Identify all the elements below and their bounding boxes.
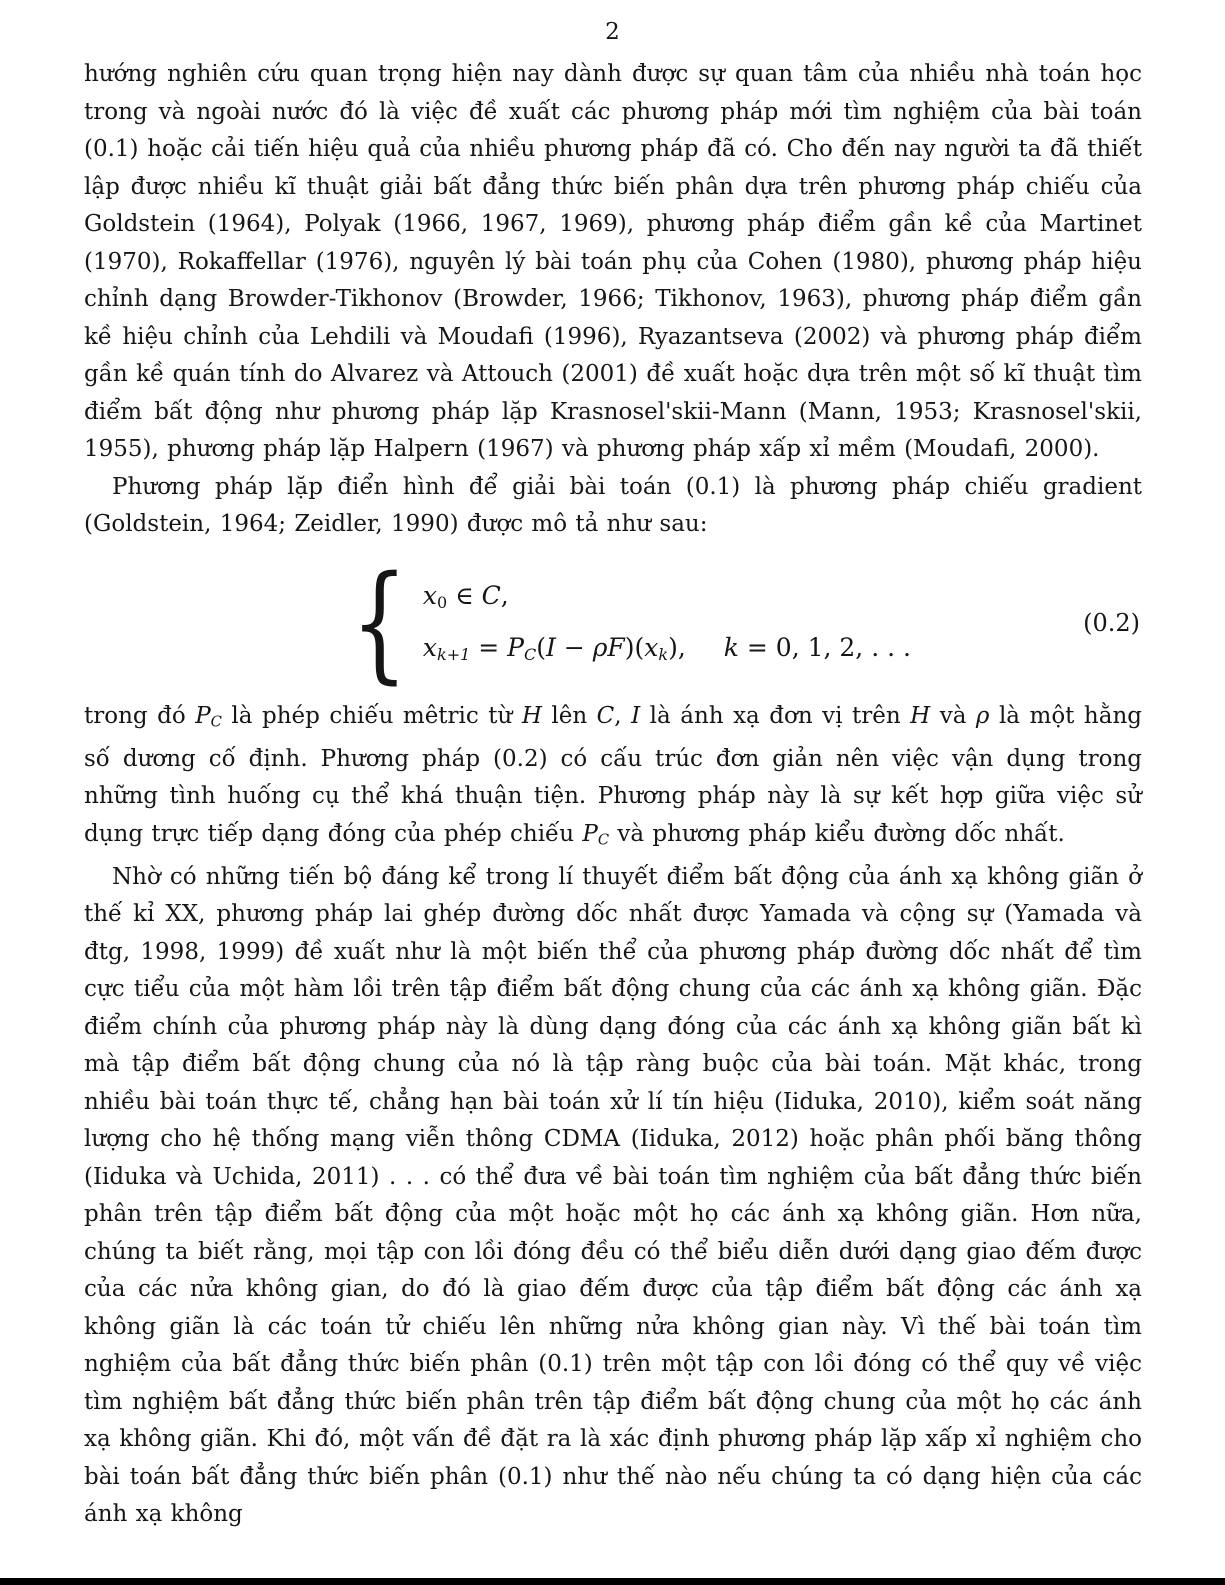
window-edge-bar <box>0 1578 1225 1585</box>
equation-number: (0.2) <box>1083 608 1140 637</box>
equation-lines <box>423 581 911 664</box>
equation-block <box>84 549 1142 696</box>
paragraph-3: trong đó PC là phép chiếu mêtric từ H lên C, I là ánh xạ đơn vị trên H và ρ là một hằng số dương cố định. Phương pháp (0.2) có cấu trúc đơn giản nên việc vận dụng trong những tình huống cụ thể khá thuận tiện. Phương pháp này là sự kết hợp giữa việc sử dụng trực tiếp dạng đóng của phép chiếu PC và phương pháp kiểu đường dốc nhất. <box>84 702 1142 849</box>
equation-line-1: x0 ∈ C, <box>422 581 509 612</box>
paragraph-2: Phương pháp lặp điển hình để giải bài toán (0.1) là phương pháp chiếu gradient (Goldstein, 1964; Zeidler, 1990) được mô tả như sau: <box>84 473 1142 537</box>
paragraph-1: hướng nghiên cứu quan trọng hiện nay dành được sự quan tâm của nhiều nhà toán học trong và ngoài nước đó là việc đề xuất các phương pháp mới tìm nghiệm của bài toán (0.1) hoặc cải tiến hiệu quả của nhiều phương pháp đã có. Cho đến nay người ta đã thiết lập được nhiều kĩ thuật giải bất đẳng thức biến phân dựa trên phương pháp chiếu của Goldstein (1964), Polyak (1966, 1967, 1969), phương pháp điểm gần kề của Martinet (1970), Rokaffellar (1976), nguyên lý bài toán phụ của Cohen (1980), phương pháp hiệu chỉnh dạng Browder-Tikhonov (Browder, 1966; Tikhonov, 1963), phương pháp điểm gần kề hiệu chỉnh của Lehdili và Moudafi (1996), Ryazantseva (2002) và phương pháp điểm gần kề quán tính do Alvarez và Attouch (2001) đề xuất hoặc dựa trên một số kĩ thuật tìm điểm bất động như phương pháp lặp Krasnosel'skii-Mann (Mann, 1953; Krasnosel'skii, 1955), phương pháp lặp Halpern (1967) và phương pháp xấp xỉ mềm (Moudafi, 2000). <box>84 61 1142 462</box>
equation-cases <box>340 549 911 696</box>
cases-brace: { <box>351 549 408 696</box>
paragraph-4: Nhờ có những tiến bộ đáng kể trong lí thuyết điểm bất động của ánh xạ không giãn ở thế kỉ XX, phương pháp lai ghép đường dốc nhất được Yamada và cộng sự (Yamada và đtg, 1998, 1999) đề xuất như là một biến thể của phương pháp đường dốc nhất để tìm cực tiểu của một hàm lồi trên tập điểm bất động chung của các ánh xạ không giãn. Đặc điểm chính của phương pháp này là dùng dạng đóng của các ánh xạ không giãn bất kì mà tập điểm bất động chung của nó là tập ràng buộc của bài toán. Mặt khác, trong nhiều bài toán thực tế, chẳng hạn bài toán xử lí tín hiệu (Iiduka, 2010), kiểm soát năng lượng cho hệ thống mạng viễn thông CDMA (Iiduka, 2012) hoặc phân phối băng thông (Iiduka và Uchida, 2011) . . . có thể đưa về bài toán tìm nghiệm của bất đẳng thức biến phân trên tập điểm bất động của một hoặc một họ các ánh xạ không giãn. Hơn nữa, chúng ta biết rằng, mọi tập con lồi đóng đều có thể biểu diễn dưới dạng giao đếm được của các nửa không gian, do đó là giao đếm được của tập điểm bất động các ánh xạ không giãn là các toán tử chiếu lên những nửa không gian này. Vì thế bài toán tìm nghiệm của bất đẳng thức biến phân (0.1) trên một tập con lồi đóng có thể quy về việc tìm nghiệm bất đẳng thức biến phân trên tập điểm bất động chung của một họ các ánh xạ không giãn. Khi đó, một vấn đề đặt ra là xác định phương pháp lặp xấp xỉ nghiệm cho bài toán bất đẳng thức biến phân (0.1) như thế nào nếu chúng ta có dạng hiện của các ánh xạ không <box>84 863 1142 1528</box>
page-content <box>84 56 1142 1534</box>
page-number: 2 <box>605 19 620 45</box>
equation-line-2: xk+1 = PC(I − ρF)(xk), k = 0, 1, 2, . . . <box>422 633 911 664</box>
